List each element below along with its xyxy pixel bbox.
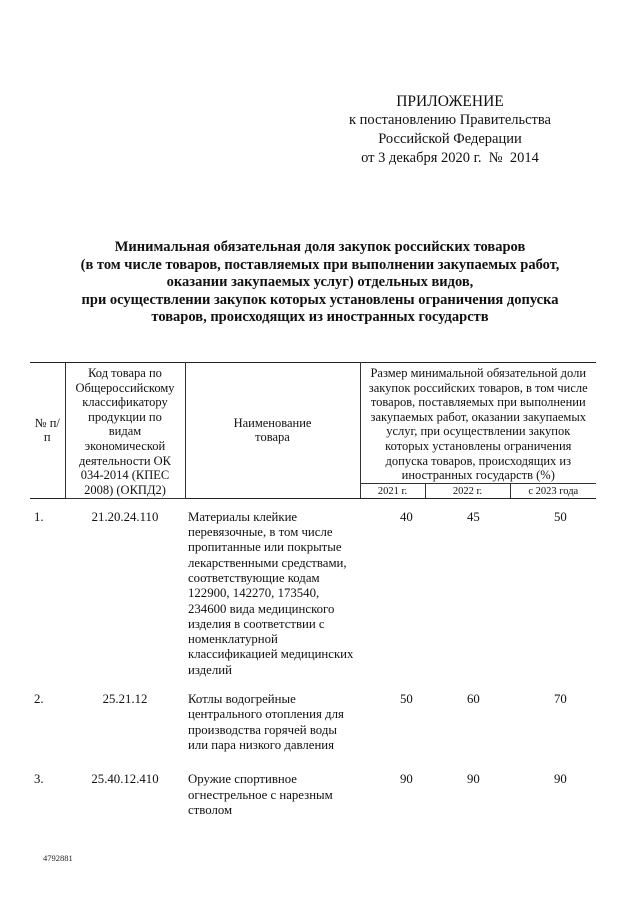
document-number: 4792881 — [43, 853, 73, 863]
header-share: Размер минимальной обязательной доли закупок российских товаров, в том числе товаров, поставляемых при выполнении закупаемых работ, оказании закупаемых услуг, при осуществлении закупок которых установлены ограничения допуска товаров, происходящих из иностранных государств (%) — [360, 363, 596, 484]
row-value-2023: 50 — [554, 509, 567, 524]
title-line-1: Минимальная обязательная доля закупок российских товаров — [114, 239, 526, 255]
appendix-line-3: от 3 декабря 2020 г. № 2014 — [361, 150, 539, 166]
title-line-5: товаров, происходящих из иностранных государств — [151, 309, 489, 325]
appendix-title: ПРИЛОЖЕНИЕ — [396, 93, 504, 110]
table-row — [30, 753, 596, 818]
row-num: 3. — [34, 772, 44, 787]
document-title — [40, 239, 600, 327]
appendix-header — [330, 92, 570, 168]
row-value-2023: 70 — [554, 692, 567, 707]
title-line-3: оказании закупаемых услуг) отдельных видов, — [166, 274, 474, 290]
header-year-2022: 2022 г. — [425, 483, 510, 498]
row-value-2023: 90 — [554, 772, 567, 787]
row-num: 2. — [34, 692, 44, 707]
header-year-2021: 2021 г. — [360, 483, 425, 498]
row-num: 1. — [34, 509, 44, 524]
appendix-line-1: к постановлению Правительства — [349, 112, 551, 128]
goods-table — [30, 362, 596, 818]
table-row — [30, 678, 596, 753]
appendix-line-2: Российской Федерации — [378, 131, 522, 147]
row-value-2022: 60 — [467, 692, 480, 707]
row-code: 25.40.12.410 — [91, 772, 159, 787]
row-name: Котлы водогрейные центрального отопления для производства горячей воды или пара низкого давления — [188, 692, 344, 752]
row-name: Оружие спортивное огнестрельное с нарезным стволом — [188, 772, 333, 817]
title-line-2: (в том числе товаров, поставляемых при выполнении закупаемых работ, — [80, 256, 560, 273]
table-row — [30, 498, 596, 678]
header-year-2023: с 2023 года — [510, 483, 596, 498]
row-value-2021: 90 — [400, 772, 413, 787]
header-code: Код товара по Общероссийскому классификатору продукции по видам экономической деятельности ОК 034-2014 (КПЕС 2008) (ОКПД2) — [65, 363, 185, 499]
row-value-2021: 50 — [400, 692, 413, 707]
header-num: № п/п — [30, 363, 65, 499]
title-line-4: при осуществлении закупок которых установлены ограничения допуска — [81, 291, 559, 308]
row-value-2022: 90 — [467, 772, 480, 787]
row-value-2022: 45 — [467, 509, 480, 524]
header-name: Наименование товара — [185, 363, 360, 499]
row-name: Материалы клейкие перевязочные, в том числе пропитанные или покрытые лекарственными средствами, соответствующие кодам 122900, 142270, 173540, 234600 вида медицинского изделия в соответствии с номенклатурной классификацией медицинских изделий — [188, 509, 354, 677]
row-code: 21.20.24.110 — [91, 509, 159, 524]
row-value-2021: 40 — [400, 509, 413, 524]
row-code: 25.21.12 — [102, 692, 148, 707]
